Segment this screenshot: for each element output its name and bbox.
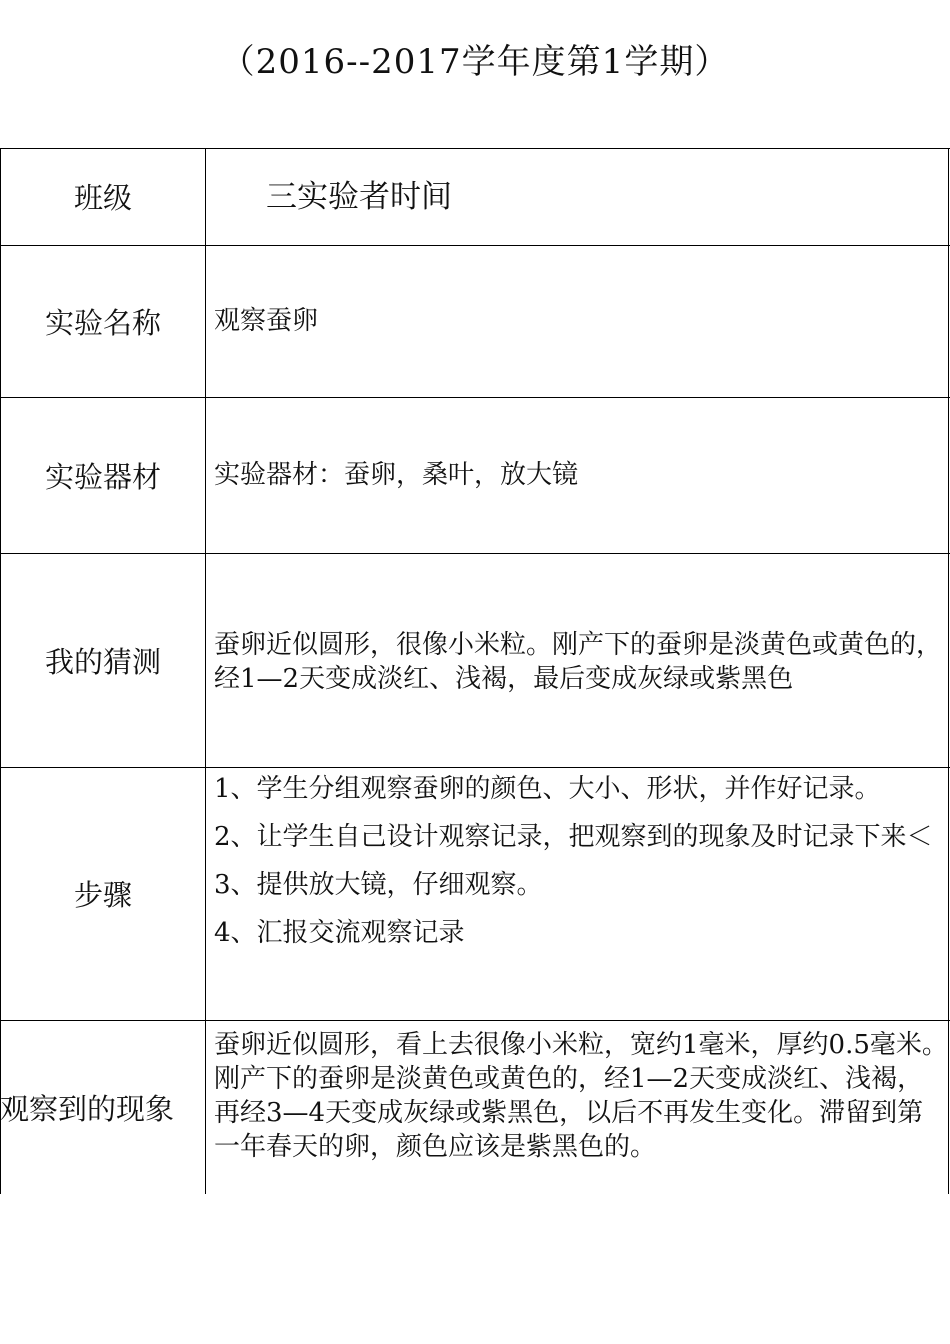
label-hypothesis: 我的猜测 — [44, 644, 161, 679]
steps-list — [214, 772, 948, 964]
value-materials: 实验器材：蚕卵，桑叶，放大镜 — [214, 460, 579, 490]
page-title: （2016--2017学年度第1学期） — [220, 42, 730, 82]
label-observation: 观察到的现象 — [0, 1091, 175, 1126]
table-right-border — [948, 148, 949, 1194]
label-class: 班级 — [73, 181, 132, 215]
step-item: 1、学生分组观察蚕卵的颜色、大小、形状，并作好记录。 — [214, 774, 881, 804]
value-observation: 蚕卵近似圆形，看上去很像小米粒，宽约1毫米，厚约0.5毫米。刚产下的蚕卵是淡黄色或黄色的，经1—2天变成淡红、浅褐，再经3—4天变成灰绿或紫黑色，以后不再发生变化。滞留到第一年春天的卵，颜色应该是紫黑色的。 — [214, 1030, 948, 1162]
label-materials: 实验器材 — [44, 459, 161, 494]
value-experiment-name: 观察蚕卵 — [214, 306, 319, 336]
label-steps: 步骤 — [73, 878, 132, 912]
step-item: 4、汇报交流观察记录 — [214, 918, 465, 948]
step-item: 3、提供放大镜，仔细观察。 — [214, 870, 543, 900]
label-experiment-name: 实验名称 — [44, 305, 161, 340]
step-item: 2、让学生自己设计观察记录，把观察到的现象及时记录下来＜ — [214, 822, 933, 852]
value-class: 三实验者时间 — [266, 178, 452, 215]
record-table — [0, 148, 950, 1194]
value-hypothesis: 蚕卵近似圆形，很像小米粒。刚产下的蚕卵是淡黄色或黄色的，经1—2天变成淡红、浅褐，最后变成灰绿或紫黑色 — [214, 630, 943, 694]
